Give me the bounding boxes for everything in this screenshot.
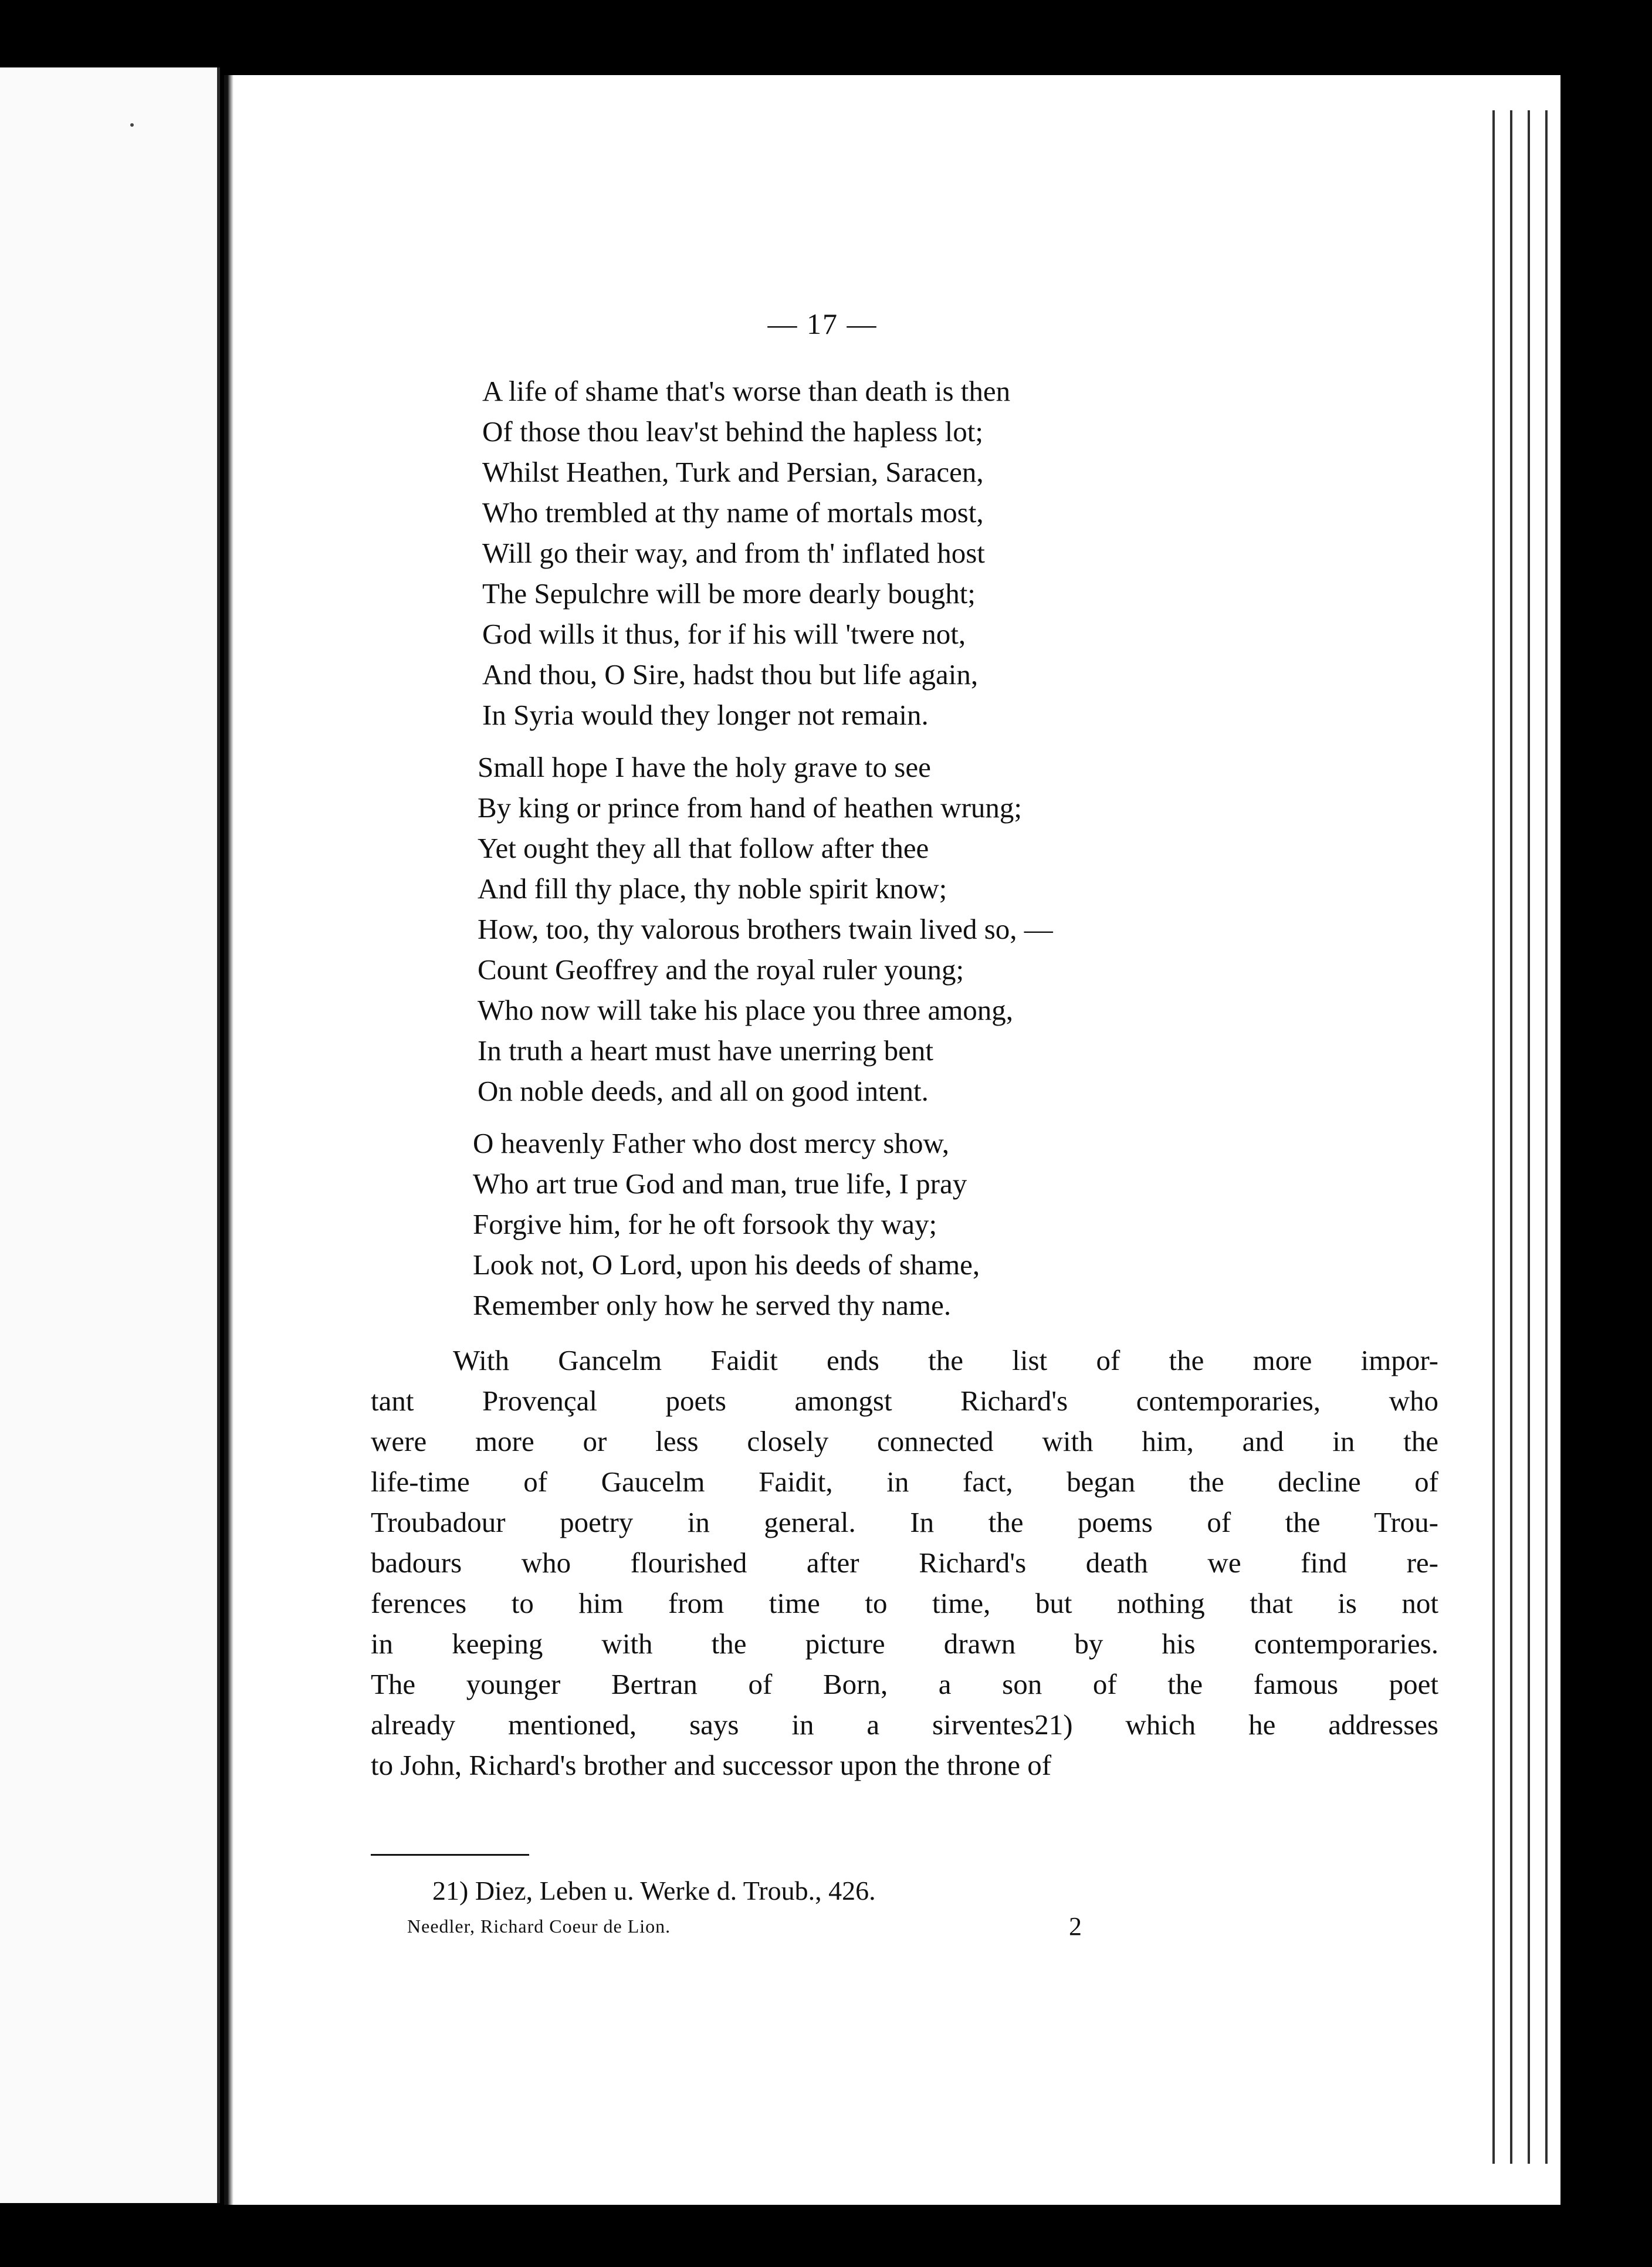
prose-line: in keeping with the picture drawn by his contemporaries. [371, 1627, 1438, 1660]
prose-line: tant Provençal poets amongst Richard's contemporaries, who [371, 1385, 1438, 1417]
footnote-rule [371, 1854, 529, 1856]
page-gutter-shadow [224, 75, 233, 2205]
prose-line: already mentioned, says in a sirventes21) which he addresses [371, 1708, 1438, 1741]
verse-line: In Syria would they longer not remain. [482, 699, 929, 731]
book-page [224, 75, 1560, 2205]
verse-line: Look not, O Lord, upon his deeds of shame, [473, 1248, 980, 1281]
verse-line: Yet ought they all that follow after thee [478, 832, 929, 864]
verse-line: God wills it thus, for if his will 'twere not, [482, 618, 966, 650]
verse-line: A life of shame that's worse than death is then [482, 375, 1011, 407]
facing-page-edge [0, 67, 220, 2203]
paper-speck [130, 123, 134, 127]
verse-line: Who art true God and man, true life, I pray [473, 1168, 967, 1200]
prose-line: Troubadour poetry in general. In the poems of the Trou- [371, 1506, 1438, 1538]
verse-line: Whilst Heathen, Turk and Persian, Saracen, [482, 456, 984, 488]
verse-line: By king or prince from hand of heathen wrung; [478, 791, 1023, 824]
verse-line: The Sepulchre will be more dearly bought; [482, 577, 976, 610]
page-stack-edge [1484, 110, 1560, 2164]
verse-line: Who trembled at thy name of mortals most, [482, 496, 984, 529]
prose-line: The younger Bertran of Born, a son of the famous poet [371, 1668, 1438, 1700]
prose-line: With Gancelm Faidit ends the list of the more impor- [453, 1344, 1438, 1376]
verse-line: And fill thy place, thy noble spirit know; [478, 872, 947, 905]
verse-line: Who now will take his place you three among, [478, 994, 1014, 1026]
verse-line: And thou, O Sire, hadst thou but life again, [482, 658, 979, 691]
verse-line: Remember only how he served thy name. [473, 1289, 952, 1321]
verse-line: On noble deeds, and all on good intent. [478, 1075, 929, 1107]
verse-line: Forgive him, for he oft forsook thy way; [473, 1208, 937, 1240]
verse-line: Count Geoffrey and the royal ruler young; [478, 953, 964, 986]
verse-line: Of those thou leav'st behind the hapless lot; [482, 415, 983, 448]
verse-line: Small hope I have the holy grave to see [478, 751, 931, 783]
footnote: 21) Diez, Leben u. Werke d. Troub., 426. [432, 1876, 876, 1906]
prose-line: badours who flourished after Richard's death we find re- [371, 1547, 1438, 1579]
verse-line: How, too, thy valorous brothers twain lived so, — [478, 913, 1053, 945]
prose-line: life-time of Gaucelm Faidit, in fact, began the decline of [371, 1466, 1438, 1498]
verse-line: Will go their way, and from th' inflated host [482, 537, 985, 569]
signature-mark: 2 [1069, 1912, 1082, 1941]
prose-line: ferences to him from time to time, but nothing that is not [371, 1587, 1438, 1619]
printer-line: Needler, Richard Coeur de Lion. [407, 1916, 671, 1937]
verse-line: O heavenly Father who dost mercy show, [473, 1127, 949, 1159]
verse-line: In truth a heart must have unerring bent [478, 1034, 933, 1067]
prose-line: to John, Richard's brother and successor upon the throne of [371, 1749, 1052, 1781]
page-number: — 17 — [767, 307, 878, 340]
prose-line: were more or less closely connected with him, and in the [371, 1425, 1438, 1457]
